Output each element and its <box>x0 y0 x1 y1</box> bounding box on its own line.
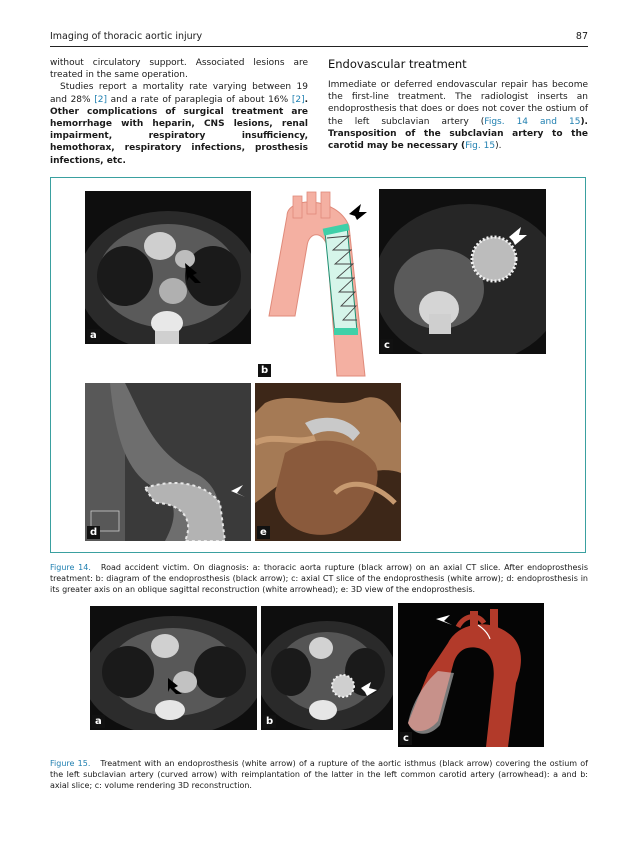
page-header <box>50 30 588 47</box>
figure-14-panel-a <box>85 191 251 344</box>
figure-link[interactable]: Fig. 15 <box>465 141 496 152</box>
running-title: Imaging of thoracic aortic injury <box>50 31 203 42</box>
panel-label: a <box>92 715 105 728</box>
figure-15-panel-b <box>261 606 393 730</box>
figure-15-caption <box>50 758 588 791</box>
right-column <box>328 57 588 152</box>
panel-label: d <box>87 526 100 539</box>
endoprosthesis-diagram <box>257 186 375 378</box>
panel-label: b <box>258 364 271 377</box>
ct-sagittal-image <box>85 383 251 541</box>
reference-link[interactable]: [2] <box>94 94 107 105</box>
figure-link[interactable]: Figs. 14 and 15 <box>484 116 581 127</box>
caption-text: Road accident victim. On diagnosis: a: thoracic aorta rupture (black arrow) on an axial CT slice. After endoprosthesis treatment: b: diagram of the endoprosthesis (black arrow); c: axial CT slice of the endoprosthesis (white arrow); d: endoprosthesis in its greater axis on an oblique sagittal reconstruction (white arrowhead); e: 3D view of the endoprosthesis. <box>50 563 588 594</box>
text: . Other complications of surgical treatment are hemorrhage with heparin, CNS lesions, renal impairment, respiratory insufficiency, hemothorax, respiratory infections, prosthesis infections, etc. <box>50 94 308 166</box>
page-number: 87 <box>575 31 588 42</box>
render-3d-image <box>255 383 401 541</box>
text: ). Transposition of the subclavian artery to the carotid may be necessary ( <box>328 116 588 152</box>
text: Studies report a mortality rate varying between 19 and 28% <box>50 82 308 105</box>
caption-text: Treatment with an endoprosthesis (white arrow) of a rupture of the aortic isthmus (black arrow) covering the ostium of the left subclavian artery (curved arrow) with reimplantation of the latter in the left common carotid artery (arrowhead): a and b: axial slice; c: volume rendering 3D reconstruction. <box>50 759 588 790</box>
paragraph: without circulatory support. Associated lesions are treated in the same operation. <box>50 58 308 81</box>
ct-axial-image <box>261 606 393 730</box>
figure-14-panel-c <box>379 189 546 354</box>
paragraph <box>328 79 588 152</box>
left-column <box>50 57 308 167</box>
text: and a rate of paraplegia of about 16% <box>107 94 292 105</box>
panel-label: b <box>263 715 276 728</box>
ct-axial-image <box>90 606 257 730</box>
figure-15-panel-c <box>398 603 544 747</box>
panel-label: e <box>257 526 270 539</box>
figure-14-caption <box>50 562 588 595</box>
panel-label: c <box>381 339 393 352</box>
reference-link[interactable]: [2] <box>291 94 305 105</box>
figure-number: Figure 15. <box>50 759 91 768</box>
figure-number: Figure 14. <box>50 563 91 572</box>
text: Immediate or deferred endovascular repair has become the first-line treatment. The radiologist inserts an endoprosthesis that does or does not cover the ostium of the left subclavian artery ( <box>328 80 588 127</box>
volume-render-image <box>398 603 544 747</box>
panel-label: c <box>400 732 412 745</box>
figure-15-panel-a <box>90 606 257 730</box>
paragraph <box>50 81 308 166</box>
ct-stent-image <box>379 189 546 354</box>
figure-14-panel-d <box>85 383 251 541</box>
figure-14-panel-e <box>255 383 401 541</box>
text: ). <box>495 141 502 152</box>
ct-axial-image <box>85 191 251 344</box>
section-title: Endovascular treatment <box>328 57 467 71</box>
panel-label: a <box>87 329 100 342</box>
figure-14-panel-b <box>257 186 375 378</box>
